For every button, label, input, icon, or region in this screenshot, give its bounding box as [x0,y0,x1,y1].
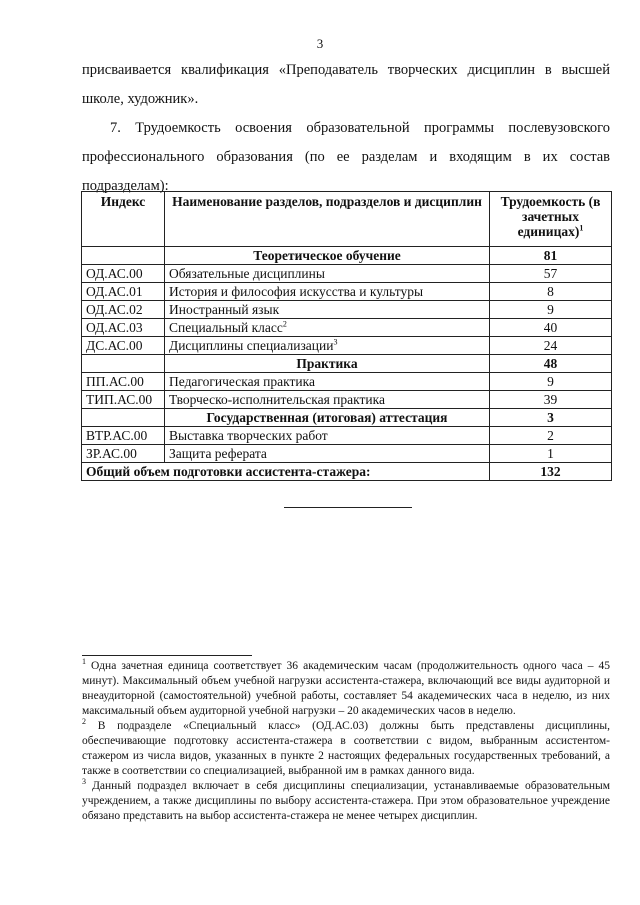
header-hours-footnote-mark: 1 [579,223,584,233]
footnote-1 [82,659,610,719]
row-name: Защита реферата [165,445,490,463]
paragraph-qualification: присваивается квалификация «Преподаватель творческих дисциплин в высшей школе, художник». [82,62,610,107]
row-name: Обязательные дисциплины [165,265,490,283]
footnote-text: Одна зачетная единица соответствует 36 академическим часам (продолжительность одного часа – 45 минут). Максимальный объем учебной нагрузки ассистента-стажера, включающий все виды аудиторной и внеаудиторной (самостоятельной) учебной работы, составляет 54 академических часа в неделю, из них максимальный объем аудиторной учебной нагрузки – 20 академических часов в неделю. [82,660,610,717]
header-hours [490,192,612,247]
row-hours: 2 [490,427,612,445]
footnote-mark: 2 [82,717,86,727]
total-hours: 132 [490,463,612,481]
table-row [82,265,612,283]
row-name: Педагогическая практика [165,373,490,391]
total-label: Общий объем подготовки ассистента-стажера: [82,463,490,481]
row-hours: 8 [490,283,612,301]
table-row-section [82,247,612,265]
row-name: Теоретическое обучение [165,247,490,265]
row-index [82,409,165,427]
row-hours: 9 [490,301,612,319]
table-row-section [82,355,612,373]
section-divider [284,507,412,508]
row-name-text: Дисциплины специализации [169,337,334,353]
row-hours: 9 [490,373,612,391]
table-row [82,391,612,409]
row-index [82,247,165,265]
table-row [82,301,612,319]
footnote-3 [82,779,610,824]
row-name: Государственная (итоговая) аттестация [165,409,490,427]
page-number: 3 [316,36,324,51]
row-name: Иностранный язык [165,301,490,319]
row-name: Творческо-исполнительская практика [165,391,490,409]
footnote-2 [82,719,610,779]
row-index: ОД.АС.00 [82,265,165,283]
table-row [82,445,612,463]
row-name: История и философия искусства и культуры [165,283,490,301]
row-hours: 48 [490,355,612,373]
footnote-mark: 3 [82,777,86,787]
row-index: ЗР.АС.00 [82,445,165,463]
table-row [82,337,612,355]
footnote-divider [82,655,252,656]
row-hours: 3 [490,409,612,427]
table-row [82,373,612,391]
footnote-mark: 1 [82,657,86,667]
row-hours: 81 [490,247,612,265]
row-index: ТИП.АС.00 [82,391,165,409]
row-index: ОД.АС.02 [82,301,165,319]
table-row [82,427,612,445]
row-hours: 39 [490,391,612,409]
row-name [165,319,490,337]
row-index: ДС.АС.00 [82,337,165,355]
row-name: Практика [165,355,490,373]
header-index: Индекс [82,192,165,247]
footnote-text: Данный подраздел включает в себя дисциплины специализации, устанавливаемые образовательным учреждением, а также дисциплины по выбору ассистента-стажера. При этом образовательное учреждение обязано представить на выбор ассистента-стажера не менее четырех дисциплин. [82,780,610,822]
row-index: ВТР.АС.00 [82,427,165,445]
table-row [82,319,612,337]
table-header-row [82,192,612,247]
row-name [165,337,490,355]
row-hours: 40 [490,319,612,337]
row-hours: 57 [490,265,612,283]
table-row [82,283,612,301]
workload-table [81,191,612,481]
footnotes [82,659,610,824]
row-footnote-mark: 2 [282,319,287,328]
row-index: ОД.АС.03 [82,319,165,337]
row-name: Выставка творческих работ [165,427,490,445]
row-index: ОД.АС.01 [82,283,165,301]
header-hours-label: Трудоемкость (в зачетных единицах) [500,194,601,239]
row-footnote-mark: 3 [333,337,338,346]
header-name: Наименование разделов, подразделов и дисциплин [165,192,490,247]
paragraph-workload: 7. Трудоемкость освоения образовательной программы послевузовского профессионального образования (по ее разделам и входящим в их состав подразделам): [82,120,610,194]
row-index [82,355,165,373]
row-hours: 1 [490,445,612,463]
table-row-section [82,409,612,427]
row-hours: 24 [490,337,612,355]
row-name-text: Специальный класс [169,319,283,335]
table-total-row [82,463,612,481]
row-index: ПП.АС.00 [82,373,165,391]
footnote-text: В подразделе «Специальный класс» (ОД.АС.03) должны быть представлены дисциплины, обеспечивающие подготовку ассистента-стажера в соответствии с видом, выбранным ассистентом-стажером из числа видов, указанных в пункте 2 настоящих федеральных государственных требований, а также в соответствии со специализацией, выбранной им в рамках данного вида. [82,720,610,777]
